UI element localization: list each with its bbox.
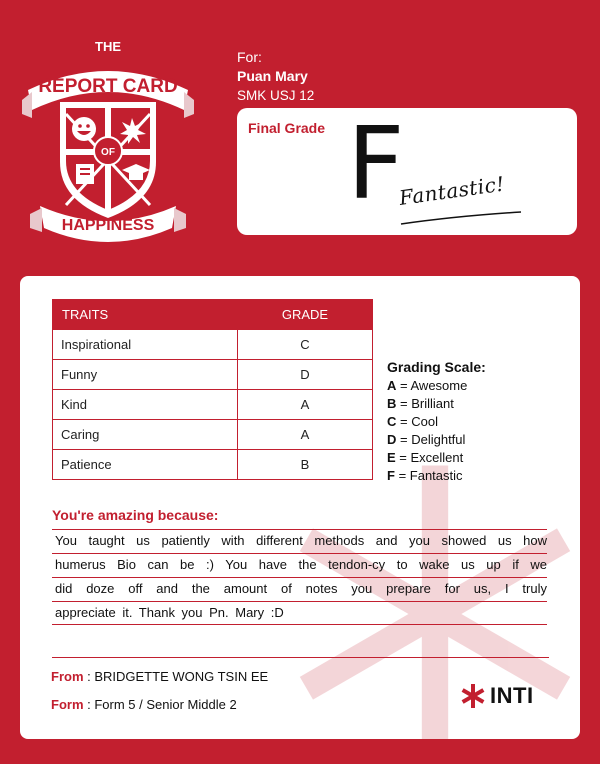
crest-line-report-card: REPORT CARD	[38, 76, 178, 97]
trait-grade: A	[238, 390, 373, 420]
report-card-crest	[18, 30, 198, 245]
from-value: BRIDGETTE WONG TSIN EE	[94, 669, 269, 684]
recipient-block	[237, 48, 314, 105]
table-row	[53, 330, 373, 360]
trait-grade: C	[238, 330, 373, 360]
reason-line: You taught us patiently with different methods and you showed us how	[52, 529, 547, 553]
trait-grade: A	[238, 420, 373, 450]
trait-name: Kind	[53, 390, 238, 420]
scale-item: B = Brilliant	[387, 396, 454, 411]
grading-scale-title: Grading Scale:	[387, 359, 486, 375]
final-grade-label: Final Grade	[248, 120, 326, 136]
from-label: From	[51, 669, 84, 684]
form-row: Form : Form 5 / Senior Middle 2	[51, 697, 237, 712]
scale-item: E = Excellent	[387, 450, 464, 465]
inti-asterisk-icon	[460, 683, 486, 709]
reason-text	[52, 529, 547, 625]
form-value: Form 5 / Senior Middle 2	[94, 697, 237, 712]
trait-grade: B	[238, 450, 373, 480]
from-row: From : BRIDGETTE WONG TSIN EE	[51, 669, 269, 684]
traits-table	[52, 299, 373, 480]
table-row	[53, 390, 373, 420]
trait-name: Caring	[53, 420, 238, 450]
crest-line-happiness: HAPPINESS	[61, 217, 155, 234]
trait-name: Patience	[53, 450, 238, 480]
final-grade-word: Fantastic!	[397, 171, 507, 210]
scale-item: F = Fantastic	[387, 468, 463, 483]
signature-divider	[52, 657, 549, 658]
scale-item: A = Awesome	[387, 378, 468, 393]
final-grade-letter: F	[347, 105, 405, 222]
table-row	[53, 450, 373, 480]
crest-line-of: OF	[101, 147, 115, 158]
recipient-school: SMK USJ 12	[237, 88, 315, 103]
traits-header: TRAITS	[53, 300, 238, 330]
grade-header: GRADE	[238, 300, 373, 330]
reason-title: You're amazing because:	[52, 507, 219, 523]
handwritten-underline	[397, 208, 527, 228]
trait-grade: D	[238, 360, 373, 390]
form-label: Form	[51, 697, 84, 712]
reason-line: humerus Bio can be :) You have the tendon-cy to wake us up if we	[52, 553, 547, 577]
inti-logo-text: INTI	[490, 683, 534, 708]
traits-header-row	[53, 300, 373, 330]
inti-logo	[460, 683, 534, 709]
grading-scale	[387, 358, 486, 485]
final-grade-card	[237, 105, 577, 235]
for-label: For:	[237, 49, 262, 65]
recipient-name: Puan Mary	[237, 68, 308, 84]
report-main-card	[20, 276, 580, 739]
table-row	[53, 420, 373, 450]
table-row	[53, 360, 373, 390]
crest-line-the: THE	[95, 39, 121, 54]
reason-line: did doze off and the amount of notes you prepare for us, I truly	[52, 577, 547, 601]
scale-item: C = Cool	[387, 414, 438, 429]
trait-name: Funny	[53, 360, 238, 390]
reason-line: appreciate it. Thank you Pn. Mary :D	[52, 601, 547, 625]
scale-item: D = Delightful	[387, 432, 466, 447]
trait-name: Inspirational	[53, 330, 238, 360]
